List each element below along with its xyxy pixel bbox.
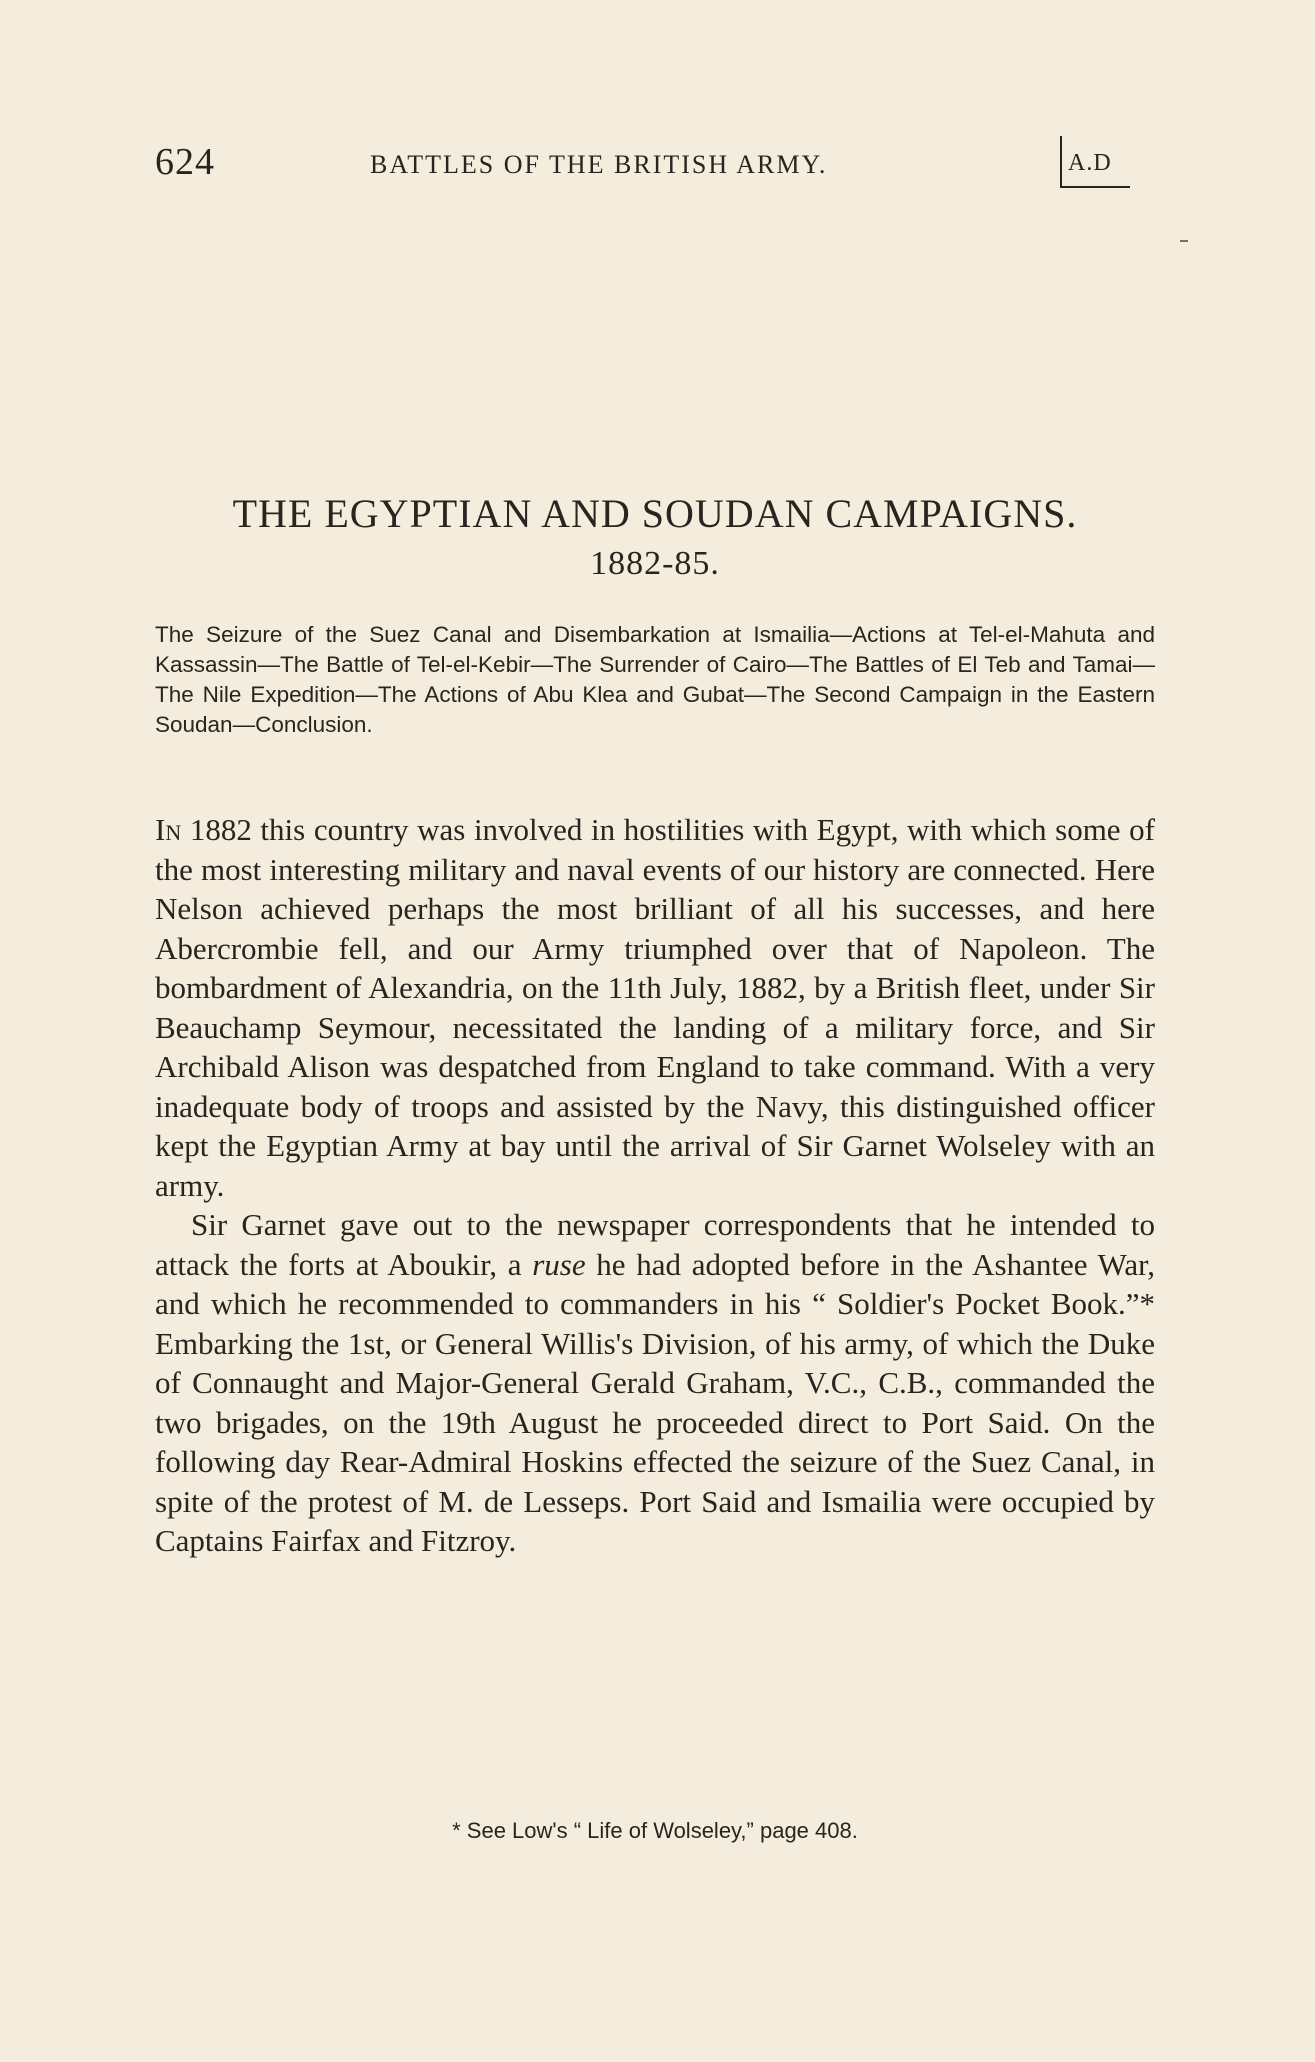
print-speck: [1180, 240, 1188, 242]
paragraph-lead-word: In: [155, 812, 182, 847]
running-head: [155, 140, 1155, 190]
paragraph-2: [155, 1205, 1155, 1561]
paragraph-1: [155, 810, 1155, 1205]
paragraph-1-text: 1882 this country was involved in hostilities with Egypt, with which some of the most interesting military and naval events of our history are connected. Here Nelson achieved perhaps the most brilliant of all his successes, and here Abercrombie fell, and our Army triumphed over that of Napoleon. The bombardment of Alexandria, on the 11th July, 1882, by a British fleet, under Sir Beauchamp Seymour, necessitated the landing of a military force, and Sir Archibald Alison was despatched from England to take command. With a very inadequate body of troops and assisted by the Navy, this distinguished officer kept the Egyptian Army at bay until the arrival of Sir Garnet Wolseley with an army.: [155, 812, 1155, 1203]
chapter-years: 1882-85.: [590, 545, 720, 582]
chapter-synopsis: The Seizure of the Suez Canal and Disembarkation at Ismailia—Actions at Tel-el-Mahuta and Kassassin—The Battle of Tel-el-Kebir—The Surrender of Cairo—The Battles of El Teb and Tamai—The Nile Expedition—The Actions of Abu Klea and Gubat—The Second Campaign in the Eastern Soudan—Conclusion.: [155, 622, 1155, 737]
footnote: * See Low's “ Life of Wolseley,” page 408.: [452, 1818, 858, 1843]
page-number: 624: [155, 141, 215, 183]
running-title: BATTLES OF THE BRITISH ARMY.: [370, 150, 828, 179]
paragraph-2-italic: ruse: [532, 1246, 586, 1282]
paragraph-2-text-start: Sir Garnet gave out to the newspaper correspondents that he intended to attack the forts at Aboukir, a: [155, 1207, 1155, 1282]
chapter-title: THE EGYPTIAN AND SOUDAN CAMPAIGNS.: [232, 491, 1078, 536]
year-bracket: A.D: [1060, 136, 1130, 188]
paragraph-2-text-end: he had adopted before in the Ashantee War, and which he recommended to commanders in his “ Soldier's Pocket Book.”* Embarking the 1st, or General Willis's Division, of his army, of which the Duke of Connaught and Major-General Gerald Graham, V.C., C.B., commanded the two brigades, on the 19th August he proceeded direct to Port Said. On the following day Rear-Admiral Hoskins effected the seizure of the Suez Canal, in spite of the protest of M. de Lesseps. Port Said and Ismailia were occupied by Captains Fairfax and Fitzroy.: [155, 1246, 1155, 1558]
body-text: [155, 810, 1155, 1561]
